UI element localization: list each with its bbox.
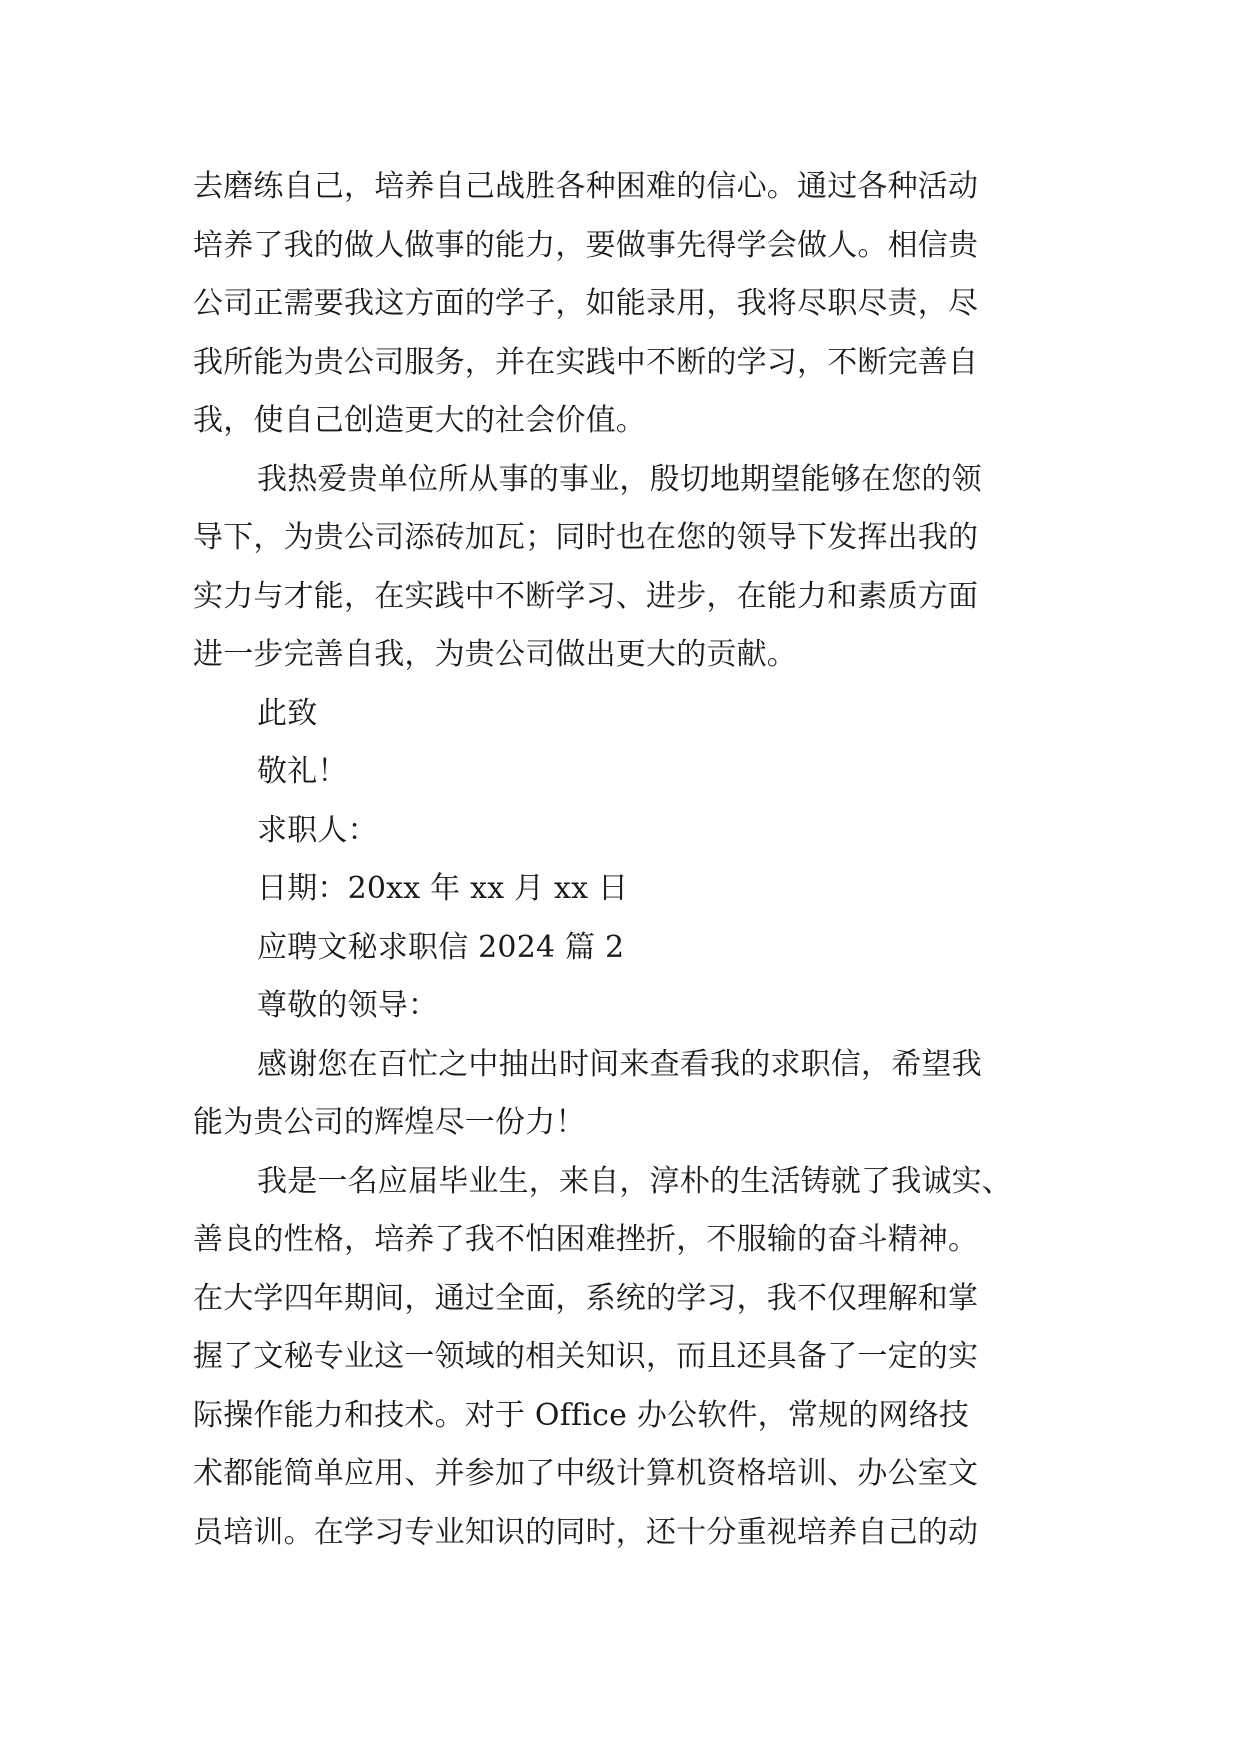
text-line-24: 员培训。在学习专业知识的同时，还十分重视培养自己的动 [193,1514,979,1550]
text-line-17: 能为贵公司的辉煌尽一份力！ [193,1105,586,1140]
text-line-3: 公司正需要我这方面的学子，如能录用，我将尽职尽责，尽 [193,286,979,321]
text-line-9: 进一步完善自我，为贵公司做出更大的贡献。 [193,637,797,672]
text-line-6: 我热爱贵单位所从事的事业，殷切地期望能够在您的领 [257,461,982,497]
text-line-7: 导下，为贵公司添砖加瓦；同时也在您的领导下发挥出我的 [193,520,979,555]
text-line-1: 去磨练自己，培养自己战胜各种困难的信心。通过各种活动 [193,169,979,204]
greeting-line: 尊敬的领导： [257,988,439,1023]
text-line-5: 我，使自己创造更大的社会价值。 [193,403,646,438]
text-line-8: 实力与才能，在实践中不断学习、进步，在能力和素质方面 [193,578,979,614]
date-line: 日期：20xx 年 xx 月 xx 日 [257,871,629,906]
text-line-19: 善良的性格，培养了我不怕困难挫折，不服输的奋斗精神。 [193,1222,979,1257]
text-line-22: 际操作能力和技术。对于 Office 办公软件，常规的网络技 [193,1397,970,1433]
text-line-16: 感谢您在百忙之中抽出时间来查看我的求职信，希望我 [257,1046,982,1082]
applicant-signature-line: 求职人： [257,812,378,848]
text-line-21: 握了文秘专业这一领域的相关知识，而且还具备了一定的实 [193,1339,979,1374]
closing-salutation: 此致 [257,695,318,731]
text-line-20: 在大学四年期间，通过全面，系统的学习，我不仅理解和掌 [193,1280,979,1316]
closing-regards: 敬礼！ [257,754,348,789]
text-line-2: 培养了我的做人做事的能力，要做事先得学会做人。相信贵 [193,227,979,263]
text-line-4: 我所能为贵公司服务，并在实践中不断的学习，不断完善自 [193,344,979,380]
letter-body [193,158,1063,1562]
text-line-18: 我是一名应届毕业生，来自，淳朴的生活铸就了我诚实、 [257,1163,1012,1199]
section-heading: 应聘文秘求职信 2024 篇 2 [257,929,625,965]
text-line-23: 术都能简单应用、并参加了中级计算机资格培训、办公室文 [193,1456,979,1491]
